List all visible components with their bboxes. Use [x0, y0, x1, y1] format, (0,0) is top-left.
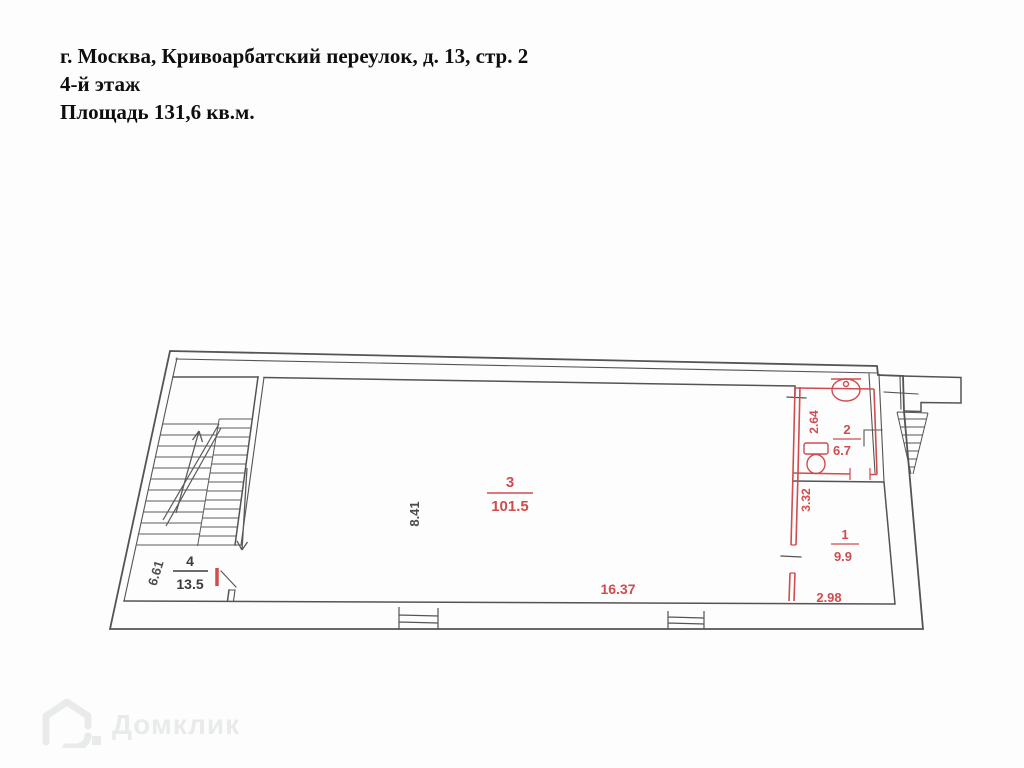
room3-area: 101.5 [491, 498, 529, 515]
survey-cross [884, 377, 918, 409]
sink-icon [831, 379, 861, 401]
room4-number: 4 [186, 553, 194, 569]
room2-area: 6.7 [832, 443, 852, 458]
room4-area: 13.5 [176, 576, 204, 592]
window-left [399, 607, 438, 629]
room3-number: 3 [505, 474, 515, 491]
watermark-text: Домклик [112, 709, 241, 740]
staircase [137, 419, 252, 550]
dim-2-64: 2.64 [807, 410, 821, 434]
room1-area: 9.9 [833, 549, 853, 564]
domclick-house-icon [36, 696, 102, 748]
area-line: Площадь 131,6 кв.м. [60, 100, 255, 124]
floor-line: 4-й этаж [60, 72, 141, 96]
dim-16-37: 16.37 [600, 581, 636, 597]
room1-number: 1 [841, 527, 849, 542]
watermark [36, 696, 240, 748]
window-right [668, 611, 704, 629]
window-symbols [399, 607, 704, 629]
red-partitions [217, 379, 877, 601]
address-line: г. Москва, Кривоарбатский переулок, д. 13, стр. 2 [60, 44, 529, 68]
building-outline [110, 351, 961, 629]
exterior-stair [897, 412, 928, 474]
dim-8-41: 8.41 [407, 501, 422, 527]
dim-2-98: 2.98 [816, 590, 842, 605]
toilet-icon [804, 443, 828, 474]
dim-6-61: 6.61 [144, 558, 167, 588]
room2-number: 2 [843, 422, 851, 437]
dim-3-32: 3.32 [799, 488, 813, 512]
room-labels [173, 422, 861, 592]
